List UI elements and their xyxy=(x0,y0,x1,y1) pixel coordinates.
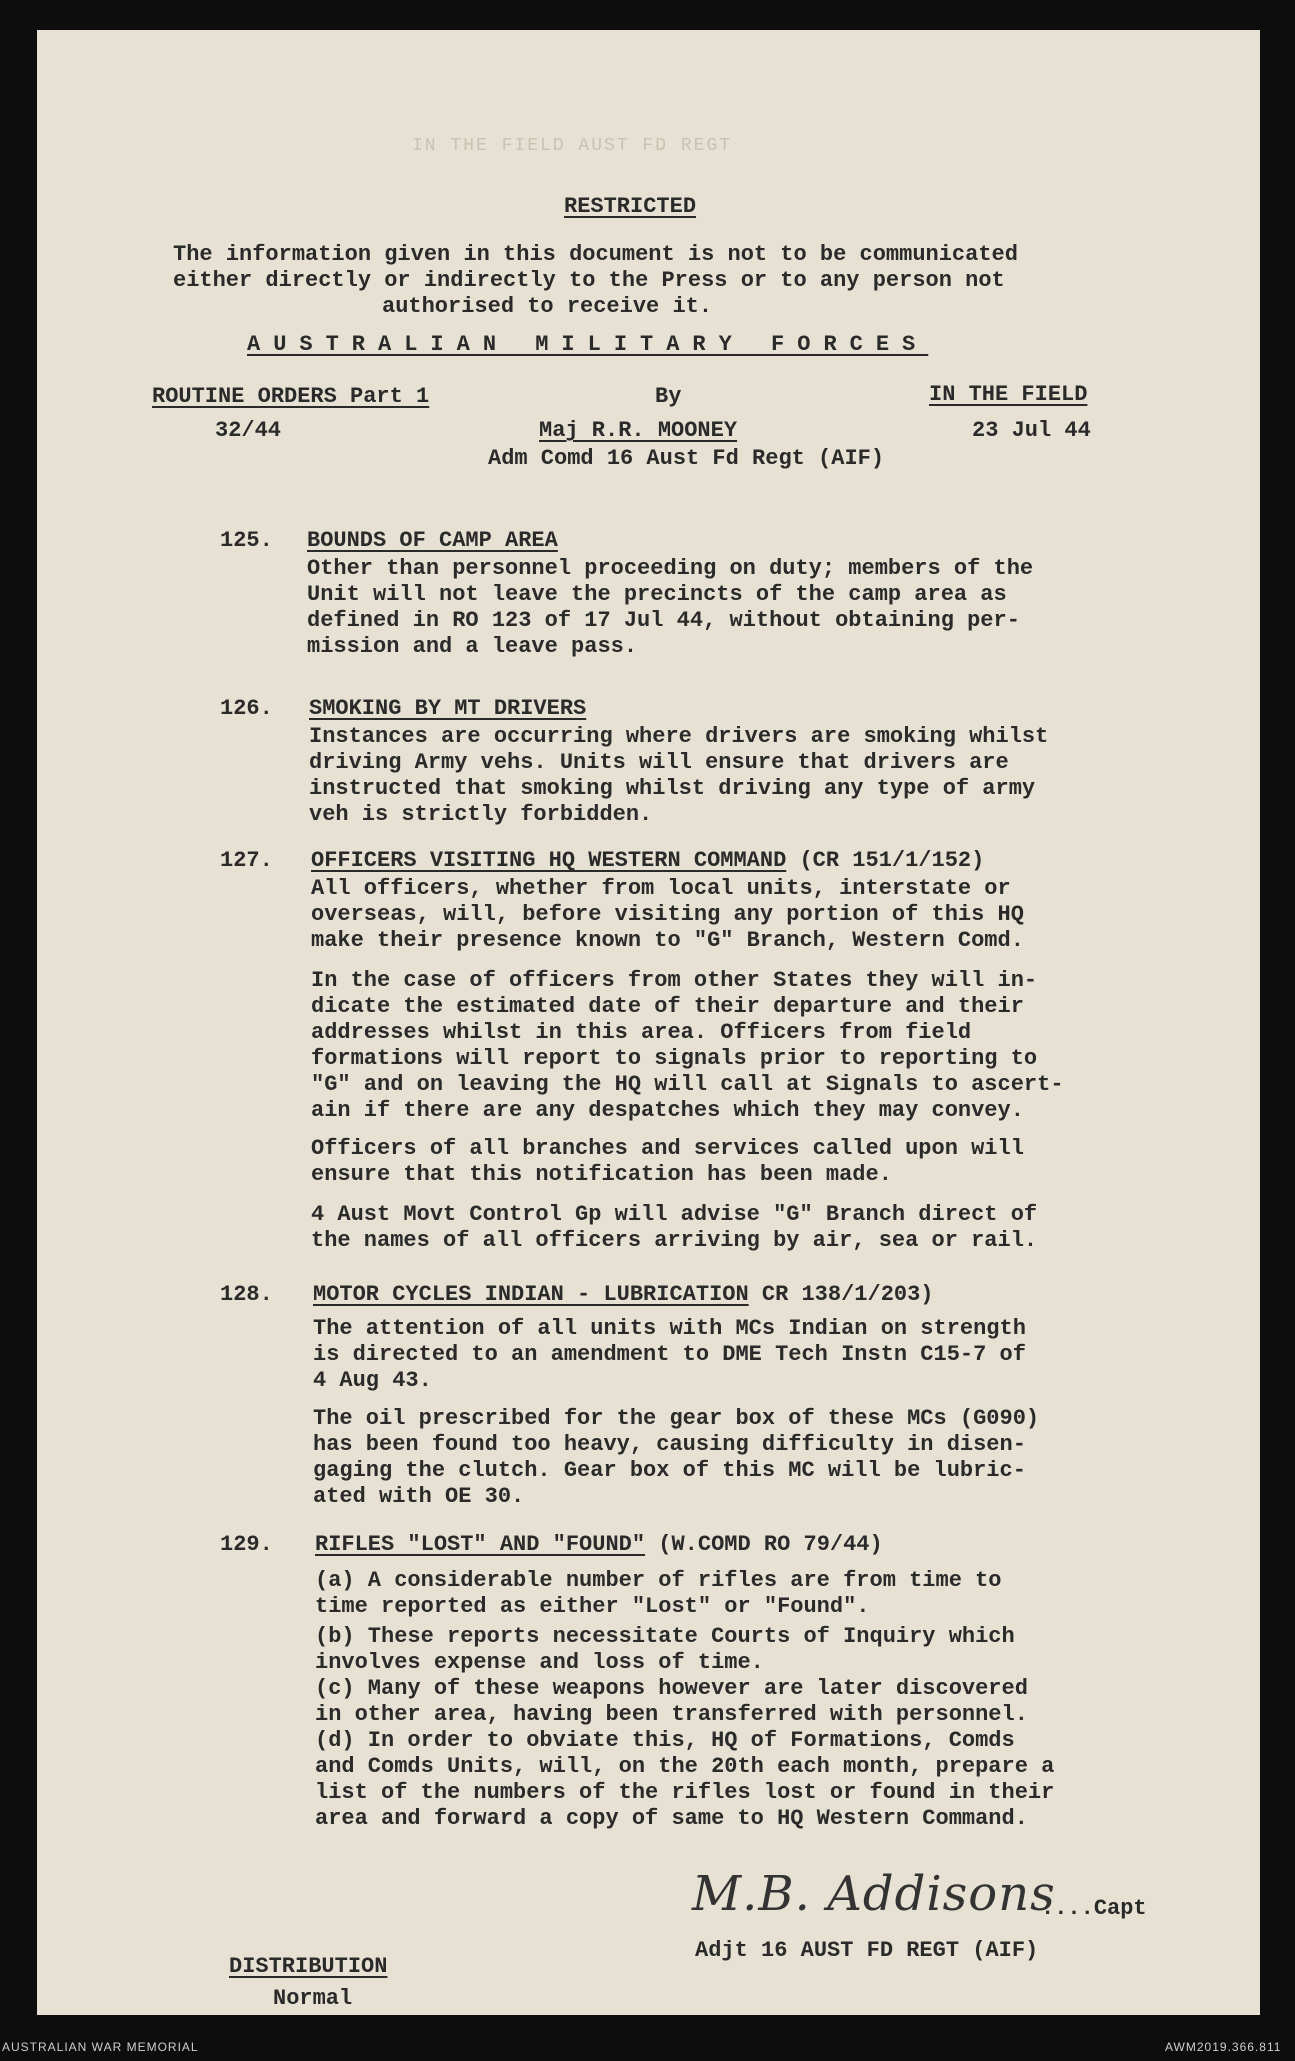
order-line: ensure that this notification has been made. xyxy=(311,1162,892,1187)
routine-orders-title: ROUTINE ORDERS Part 1 xyxy=(152,384,430,409)
distribution-value: Normal xyxy=(273,1986,353,2011)
order-line: addresses whilst in this area. Officers from field xyxy=(311,1020,972,1045)
order-line: ain if there are any despatches which they may convey. xyxy=(311,1098,1024,1123)
order-line: veh is strictly forbidden. xyxy=(309,802,653,827)
order-line: ated with OE 30. xyxy=(313,1484,525,1509)
order-line: (a) A considerable number of rifles are from time to xyxy=(315,1568,1002,1593)
order-line: "G" and on leaving the HQ will call at Signals to ascert- xyxy=(311,1072,1064,1097)
order-line: overseas, will, before visiting any portion of this HQ xyxy=(311,902,1024,927)
order-line: driving Army vehs. Units will ensure that drivers are xyxy=(309,750,1009,775)
order-title: MOTOR CYCLES INDIAN - LUBRICATION xyxy=(313,1282,749,1307)
order-line: instructed that smoking whilst driving any type of army xyxy=(309,776,1036,801)
order-number: 129. xyxy=(220,1532,273,1557)
order-line: has been found too heavy, causing difficulty in disen- xyxy=(313,1432,1026,1457)
order-line: in other area, having been transferred with personnel. xyxy=(315,1702,1028,1727)
order-title: BOUNDS OF CAMP AREA xyxy=(307,528,558,553)
order-line: Unit will not leave the precincts of the camp area as xyxy=(307,582,1007,607)
order-line: gaging the clutch. Gear box of this MC will be lubric- xyxy=(313,1458,1026,1483)
order-title: OFFICERS VISITING HQ WESTERN COMMAND xyxy=(311,848,787,873)
in-the-field-title: IN THE FIELD xyxy=(929,382,1088,407)
order-title: RIFLES "LOST" AND "FOUND" xyxy=(315,1532,646,1557)
order-line: (d) In order to obviate this, HQ of Formations, Comds xyxy=(315,1728,1015,1753)
order-line: The oil prescribed for the gear box of these MCs (G090) xyxy=(313,1406,1040,1431)
order-line: time reported as either "Lost" or "Found". xyxy=(315,1594,870,1619)
footer-institution: AUSTRALIAN WAR MEMORIAL xyxy=(2,2040,199,2054)
order-line: area and forward a copy of same to HQ Western Command. xyxy=(315,1806,1028,1831)
order-line: The attention of all units with MCs Indian on strength xyxy=(313,1316,1026,1341)
signature-dots: .... xyxy=(1041,1896,1094,1921)
officer-name: Maj R.R. MOONEY xyxy=(539,418,738,443)
order-heading xyxy=(313,1282,934,1308)
order-line: Instances are occurring where drivers are smoking whilst xyxy=(309,724,1049,749)
order-number: 126. xyxy=(220,696,273,721)
order-line: is directed to an amendment to DME Tech Instn C15-7 of xyxy=(313,1342,1026,1367)
order-line: In the case of officers from other States they will in- xyxy=(311,968,1038,993)
faint-heading: IN THE FIELD AUST FD REGT xyxy=(412,136,733,156)
order-line: and Comds Units, will, on the 20th each month, prepare a xyxy=(315,1754,1055,1779)
order-line: All officers, whether from local units, interstate or xyxy=(311,876,1011,901)
order-line: the names of all officers arriving by air, sea or rail. xyxy=(311,1228,1038,1253)
order-line: Officers of all branches and services called upon will xyxy=(311,1136,1024,1161)
order-title: SMOKING BY MT DRIVERS xyxy=(309,696,587,721)
order-line: Other than personnel proceeding on duty; members of the xyxy=(307,556,1034,581)
order-heading xyxy=(315,1532,883,1558)
order-line: 4 Aust Movt Control Gp will advise "G" Branch direct of xyxy=(311,1202,1038,1227)
command-line: Adm Comd 16 Aust Fd Regt (AIF) xyxy=(488,446,885,471)
order-number: 125. xyxy=(220,528,273,553)
restricted-heading: RESTRICTED xyxy=(564,194,697,219)
footer-accession: AWM2019.366.811 xyxy=(1165,2040,1282,2054)
order-line: (b) These reports necessitate Courts of Inquiry which xyxy=(315,1624,1015,1649)
warning-line-3: authorised to receive it. xyxy=(382,294,713,319)
order-line: formations will report to signals prior to reporting to xyxy=(311,1046,1038,1071)
warning-line-2: either directly or indirectly to the Press or to any person not xyxy=(173,268,1005,293)
routine-orders-number: 32/44 xyxy=(215,418,282,443)
order-number: 127. xyxy=(220,848,273,873)
signature-scrawl: M.B. Addisons xyxy=(692,1866,1056,1922)
order-line: make their presence known to "G" Branch, Western Comd. xyxy=(311,928,1024,953)
order-number: 128. xyxy=(220,1282,273,1307)
signature-appointment: Adjt 16 AUST FD REGT (AIF) xyxy=(695,1938,1039,1963)
order-line: involves expense and loss of time. xyxy=(315,1650,764,1675)
signature-line xyxy=(1041,1896,1147,1922)
order-line: mission and a leave pass. xyxy=(307,634,638,659)
warning-line-1: The information given in this document is not to be communicated xyxy=(173,242,1018,267)
order-ref: (CR 151/1/152) xyxy=(786,848,985,873)
distribution-label: DISTRIBUTION xyxy=(229,1954,388,1979)
document-page xyxy=(37,30,1260,2015)
order-line: 4 Aug 43. xyxy=(313,1368,432,1393)
order-line: defined in RO 123 of 17 Jul 44, without obtaining per- xyxy=(307,608,1020,633)
order-ref: (W.COMD RO 79/44) xyxy=(645,1532,883,1557)
force-title: AUSTRALIAN MILITARY FORCES xyxy=(247,332,929,357)
signature-rank: Capt xyxy=(1093,1896,1147,1921)
order-heading xyxy=(307,528,558,554)
order-line: list of the numbers of the rifles lost or found in their xyxy=(315,1780,1055,1805)
order-line: dicate the estimated date of their departure and their xyxy=(311,994,1024,1019)
order-heading xyxy=(309,696,586,722)
order-line: (c) Many of these weapons however are later discovered xyxy=(315,1676,1028,1701)
by-label: By xyxy=(655,384,682,409)
order-date: 23 Jul 44 xyxy=(972,418,1091,443)
order-ref: CR 138/1/203) xyxy=(748,1282,934,1307)
order-heading xyxy=(311,848,984,874)
